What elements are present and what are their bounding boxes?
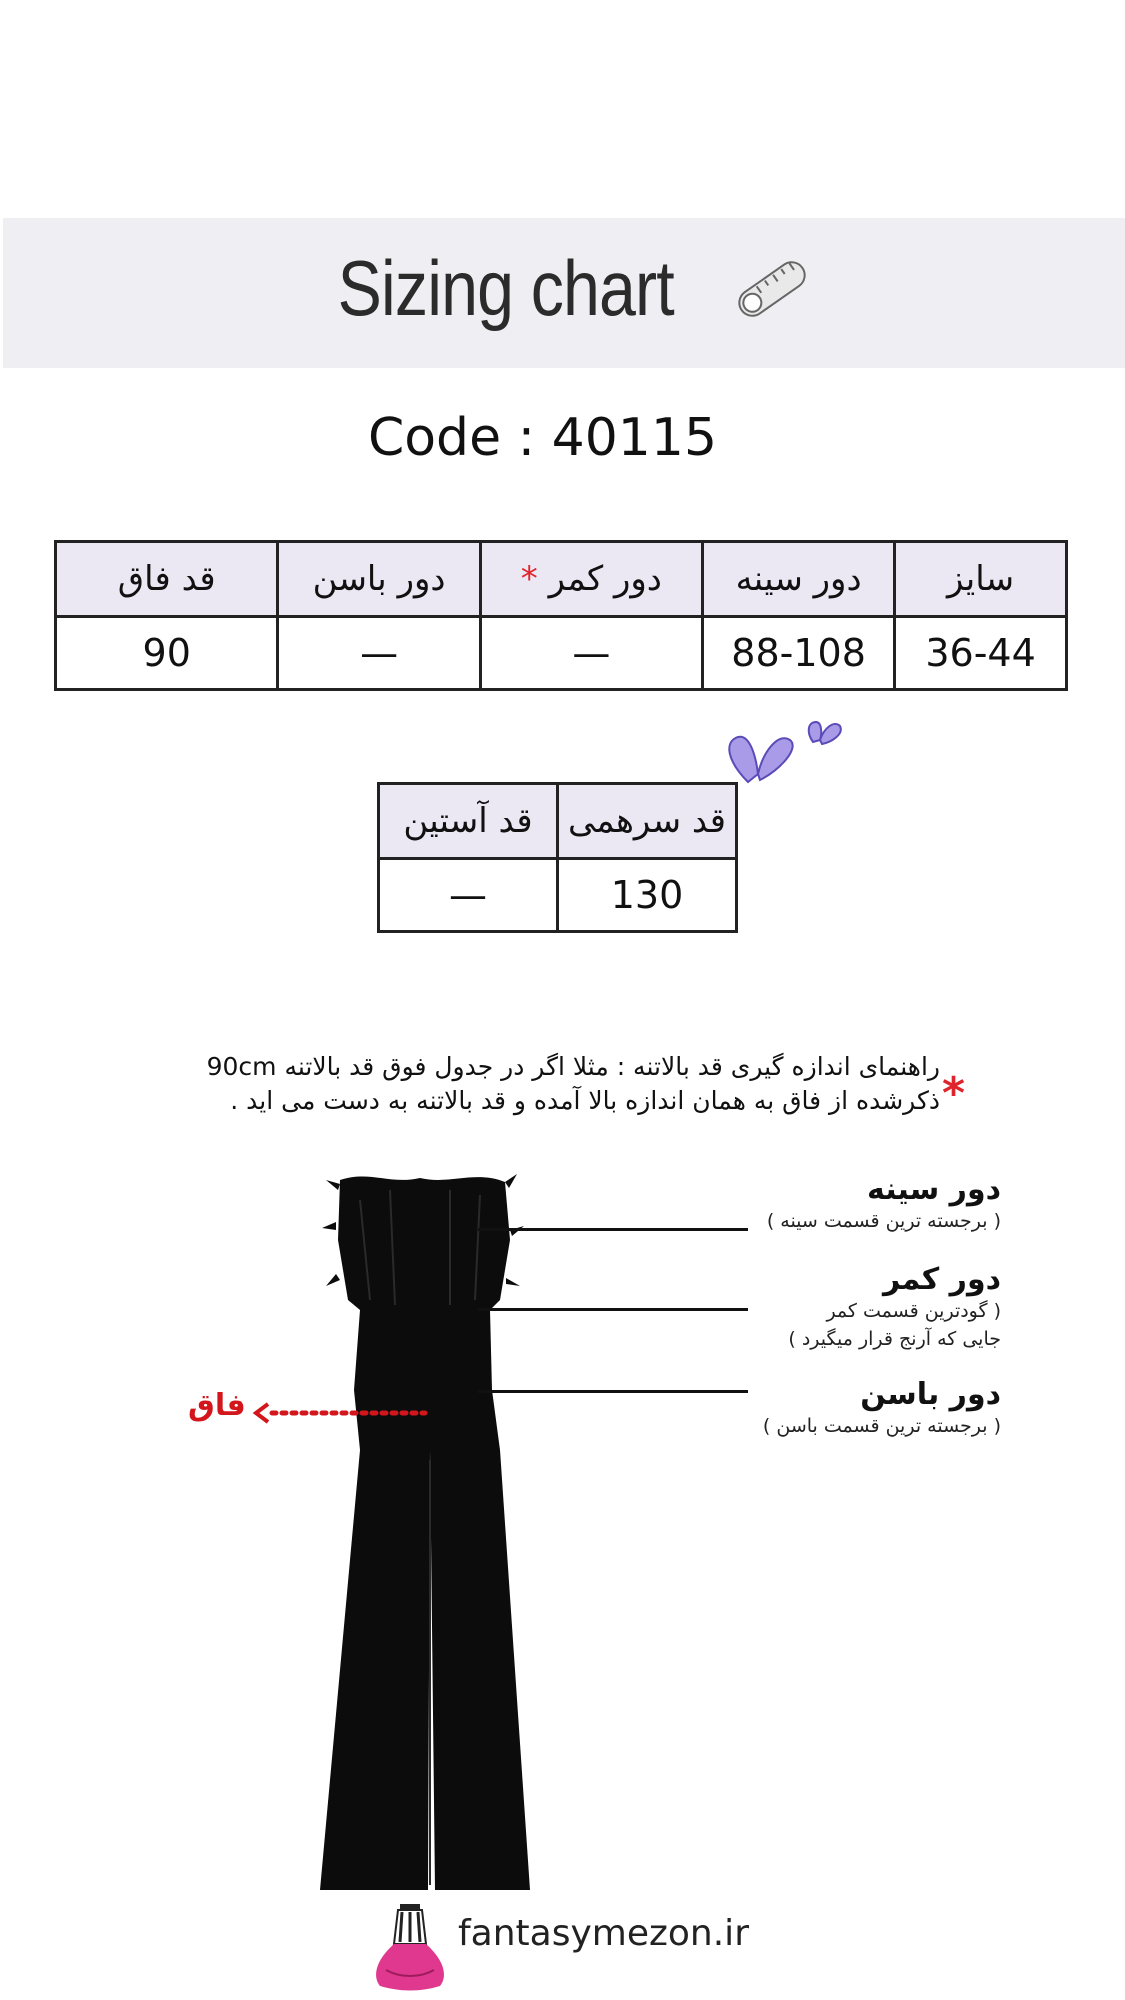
cell-sleeve-length: — — [379, 859, 558, 932]
length-table-header-row — [379, 784, 737, 859]
guide-line-1: راهنمای اندازه گیری قد بالاتنه : مثلا اگر در جدول فوق قد بالاتنه 90cm — [206, 1052, 940, 1081]
bust-guide-line — [478, 1228, 748, 1231]
waist-label-sub-1: ( گودترین قسمت کمر — [826, 1300, 1001, 1322]
header-sleeve-length: قد آستین — [379, 784, 558, 859]
cell-hip: — — [278, 617, 480, 690]
bust-label-sub: ( برجسته ترین قسمت سینه ) — [766, 1210, 1001, 1232]
cell-crotch: 90 — [56, 617, 278, 690]
waist-label-title: دور کمر — [883, 1262, 1001, 1297]
header-size: سایز — [895, 542, 1067, 617]
header-waist — [480, 542, 702, 617]
crotch-dotted-arrow — [250, 1398, 430, 1428]
butterfly-icon — [718, 712, 858, 812]
hip-label-sub: ( برجسته ترین قسمت باسن ) — [762, 1415, 1001, 1437]
title-text: Sizing chart — [337, 244, 675, 332]
guide-line-2: ذکرشده از فاق به همان اندازه بالا آمده و قد بالاتنه به دست می اید . — [230, 1086, 940, 1115]
cell-size: 36-44 — [895, 617, 1067, 690]
waist-header-text: دور کمر — [548, 559, 662, 599]
size-table-row — [56, 617, 1067, 690]
cell-bust: 88-108 — [703, 617, 895, 690]
hip-guide-line — [478, 1390, 748, 1393]
measuring-tape-icon — [727, 244, 817, 334]
sizing-chart-title — [0, 243, 1125, 334]
cell-waist: — — [480, 617, 702, 690]
waist-label-sub-2: جایی که آرنج قرار میگیرد ) — [788, 1328, 1001, 1350]
bust-label-title: دور سینه — [867, 1172, 1001, 1207]
hip-label-title: دور باسن — [860, 1377, 1001, 1412]
cell-jumpsuit-length: 130 — [558, 859, 737, 932]
measurement-guide-note — [140, 1050, 940, 1118]
header-crotch: قد فاق — [56, 542, 278, 617]
hip-label — [763, 1377, 1001, 1440]
crotch-label: فاق — [188, 1388, 246, 1423]
brand-dress-logo — [370, 1900, 450, 1992]
jumpsuit-illustration — [300, 1160, 540, 1900]
bust-label — [767, 1172, 1001, 1235]
brand-website: fantasymezon.ir — [458, 1913, 749, 1954]
waist-label — [788, 1262, 1001, 1353]
product-code: Code : 40115 — [367, 408, 718, 468]
header-jumpsuit-length: قد سرهمی — [558, 784, 737, 859]
length-table — [377, 782, 738, 933]
header-bust: دور سینه — [703, 542, 895, 617]
waist-star-marker: * — [520, 559, 538, 599]
waist-guide-line — [478, 1308, 748, 1311]
size-table-header-row — [56, 542, 1067, 617]
size-table — [54, 540, 1068, 691]
length-table-row — [379, 859, 737, 932]
guide-star-marker: * — [942, 1068, 966, 1119]
header-hip: دور باسن — [278, 542, 480, 617]
